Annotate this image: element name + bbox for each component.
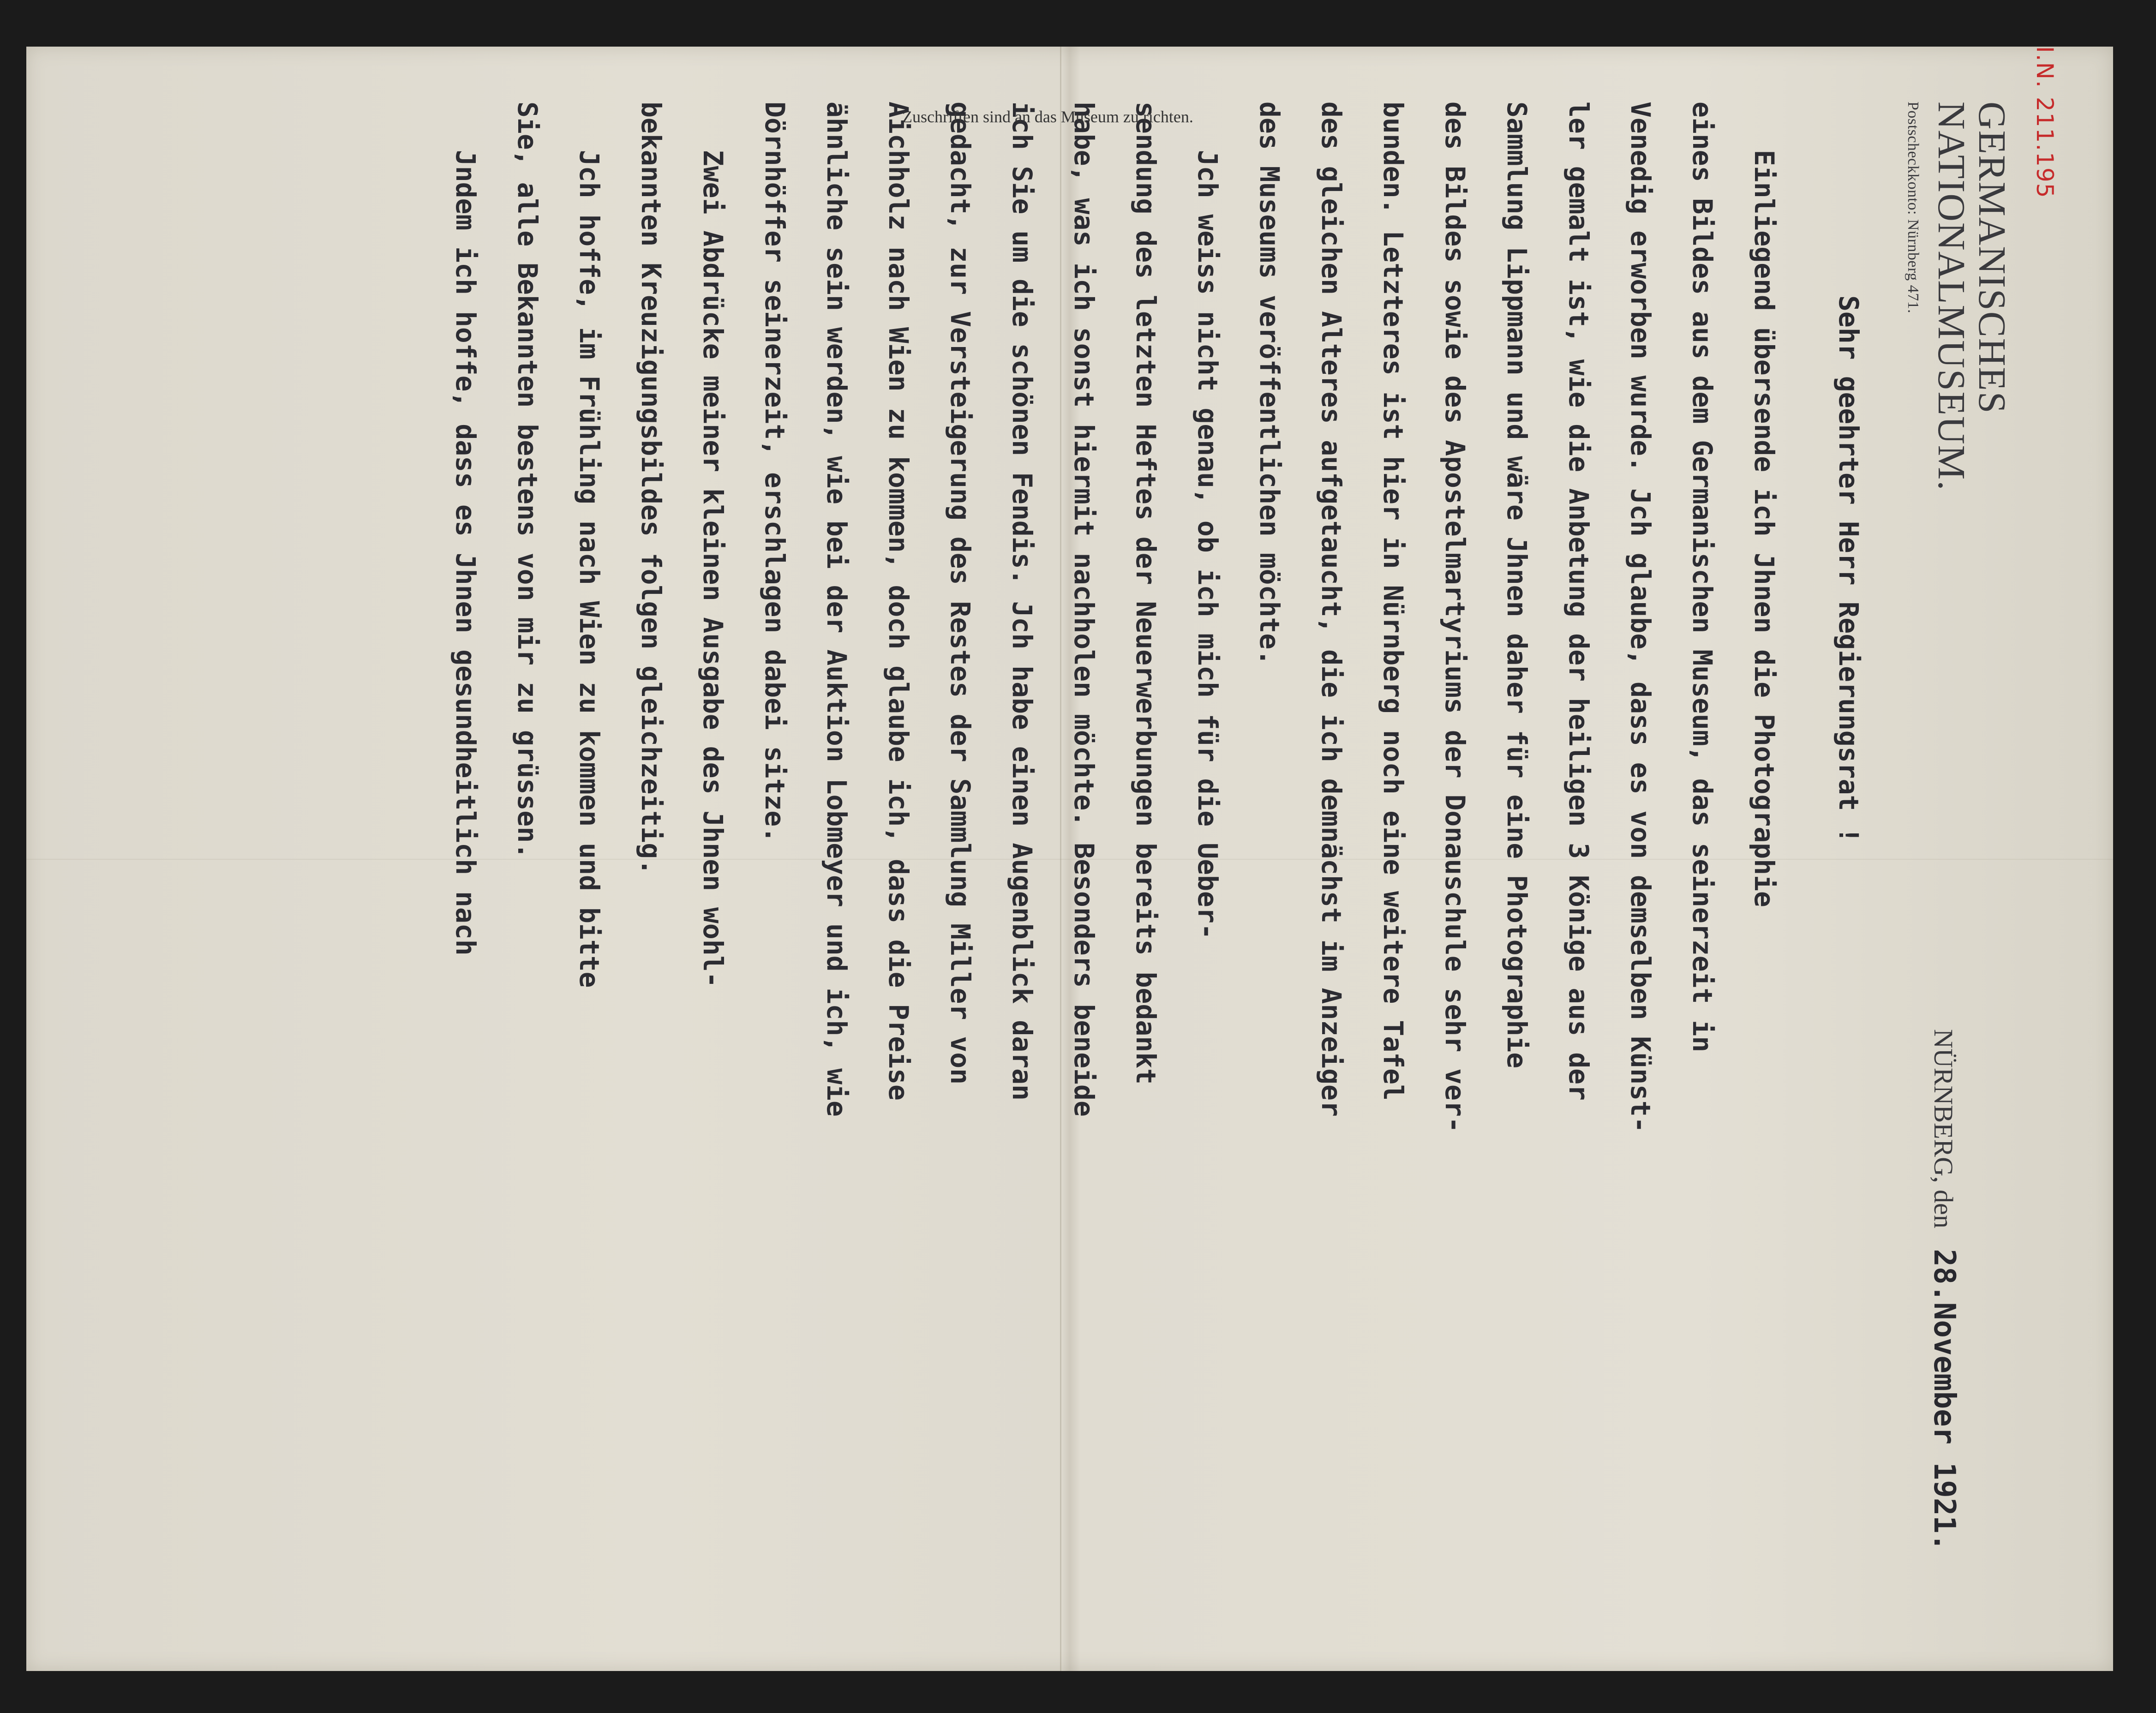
letter-line: Venedig erworben wurde. Jch glaube, dass es von demselben Künst- xyxy=(1625,102,1656,1133)
letter-line: gedacht, zur Versteigerung des Restes der Sammlung Miller von xyxy=(945,102,976,1085)
letter-line: Jndem ich hoffe, dass es Jhnen gesundheitlich nach xyxy=(450,102,481,956)
letter-line: eines Bildes aus dem Germanischen Museum, das seinerzeit in xyxy=(1687,102,1718,1053)
letter-line: Jch hoffe, im Frühling nach Wien zu kommen und bitte xyxy=(574,102,605,988)
letter-line: bunden. Letzteres ist hier in Nürnberg noch eine weitere Tafel xyxy=(1377,102,1409,1101)
letter-line: Aichholz nach Wien zu kommen, doch glaube ich, dass die Preise xyxy=(883,102,914,1101)
letter-line: bekannten Kreuzigungsbildes folgen gleichzeitig. xyxy=(635,102,667,875)
letter-line: ähnliche sein werden, wie bei der Auktion Lobmeyer und ich, wie xyxy=(821,102,852,1117)
letter-line: Sie, alle Bekannten bestens von mir zu grüssen. xyxy=(512,102,543,859)
letter-line: ich Sie um die schönen Fendis. Jch habe einen Augenblick daran xyxy=(1006,102,1038,1101)
letter-date: 28.November 1921. xyxy=(1927,1249,1961,1551)
letter-line: Jch weiss nicht genau, ob ich mich für die Ueber- xyxy=(1192,102,1223,940)
letterhead xyxy=(1904,102,2012,609)
letter-line: des Museums veröffentlichen möchte. xyxy=(1254,102,1285,666)
letter-body xyxy=(435,102,1795,1671)
mail-instruction-note: Zuschriften sind an das Museum zu richten. xyxy=(902,108,1193,126)
letter-content-rotated xyxy=(305,102,2012,1624)
place-and-date xyxy=(1927,1029,1961,1583)
letter-line: Sammlung Lippmann und wäre Jhnen daher für eine Photographie xyxy=(1501,102,1533,1069)
archive-number-handwritten: I.N. 211.195 xyxy=(2031,46,2058,199)
letter-line: Dörnhöffer seinerzeit, erschlagen dabei sitze. xyxy=(759,102,791,843)
salutation: Sehr geehrter Herr Regierungsrat ! xyxy=(1833,295,1864,844)
letter-line: habe, was ich sonst hiermit nachholen möchte. Besonders beneide xyxy=(1068,102,1100,1117)
postscheck-account: Postscheckkonto: Nürnberg 471. xyxy=(1904,102,1922,314)
letter-line: ler gemalt ist, wie die Anbetung der heiligen 3 Könige aus der xyxy=(1563,102,1594,1101)
letter-line: Zwei Abdrücke meiner kleinen Ausgabe des Jhnen wohl- xyxy=(697,102,729,988)
letterhead-line-2: NATIONALMUSEUM. xyxy=(1930,102,1973,491)
letter-line: des Bildes sowie des Apostelmartyriums der Donauschule sehr ver- xyxy=(1439,102,1471,1133)
place-label: NÜRNBERG, den xyxy=(1928,1029,1958,1228)
letter-line: sendung des letzten Heftes der Neuerwerbungen bereits bedankt xyxy=(1130,102,1162,1085)
letter-line: des gleichen Alteres aufgetaucht, die ich demnächst im Anzeiger xyxy=(1316,102,1347,1117)
letterhead-line-1: GERMANISCHES xyxy=(1970,102,2013,414)
letter-line: Einliegend übersende ich Jhnen die Photographie xyxy=(1749,102,1780,907)
